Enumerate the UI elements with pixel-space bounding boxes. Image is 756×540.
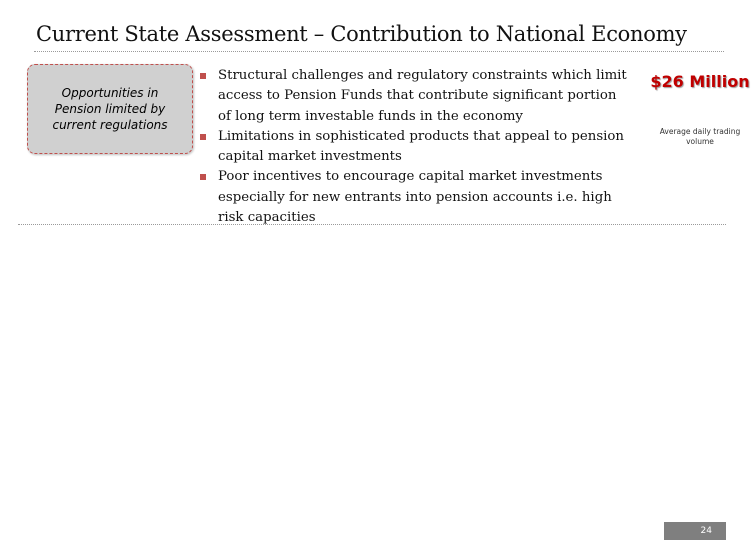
bullet-item — [200, 127, 630, 168]
callout-text: Opportunities in Pension limited by current regulations — [52, 86, 168, 132]
bullet-text: Poor incentives to encourage capital market investments especially for new entrants into pension accounts i.e. high risk capacities — [218, 169, 612, 226]
stat-label: Average daily trading volume — [659, 127, 741, 146]
callout-box — [27, 64, 193, 154]
section-divider — [18, 224, 726, 225]
stat-value: $26 Million — [650, 72, 750, 91]
square-bullet-icon — [200, 73, 206, 79]
bullet-text: Structural challenges and regulatory constraints which limit access to Pension Funds that contribute significant portion of long term investable funds in the economy — [218, 68, 627, 124]
bullet-item — [200, 167, 630, 228]
title-divider — [34, 51, 724, 52]
page-title: Current State Assessment – Contribution to National Economy — [36, 22, 687, 46]
bullet-text: Limitations in sophisticated products that appeal to pension capital market investments — [218, 128, 624, 165]
page-number-badge: 24 — [664, 522, 726, 540]
bullet-list — [200, 66, 630, 228]
bullet-item — [200, 66, 630, 127]
square-bullet-icon — [200, 174, 206, 180]
square-bullet-icon — [200, 134, 206, 140]
